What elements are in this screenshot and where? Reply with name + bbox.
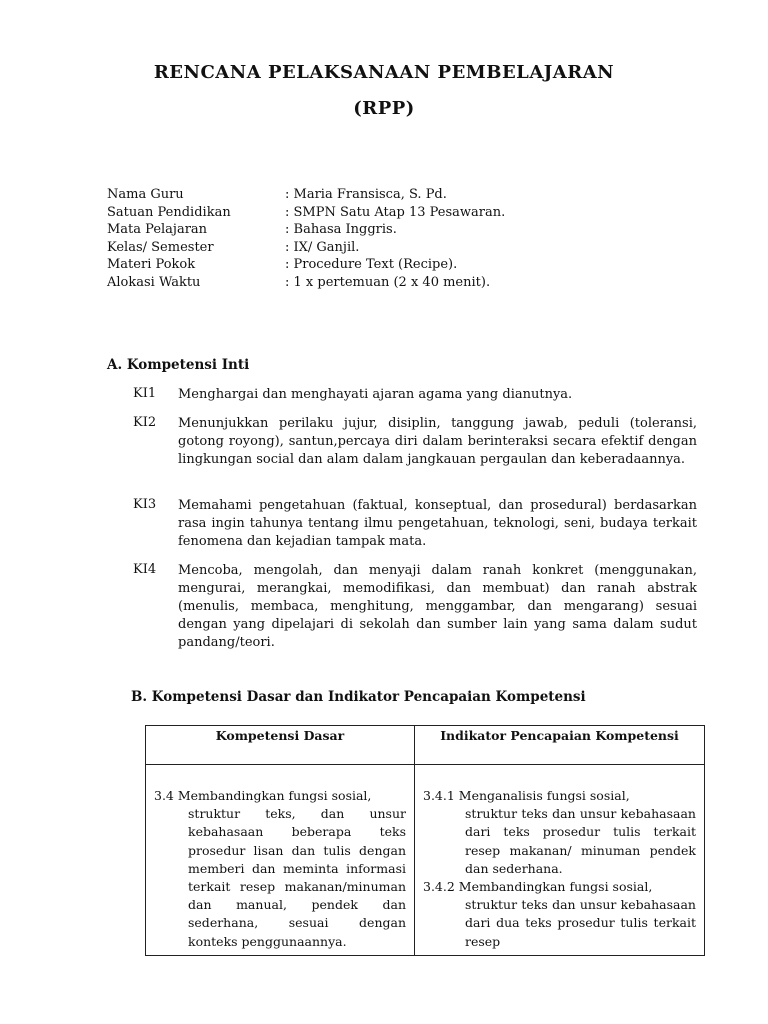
ki-code: KI4 <box>133 562 157 577</box>
indicator-number: 3.4.1 <box>423 788 459 803</box>
kd-number: 3.4 <box>154 788 178 803</box>
col-header-indicator: Indikator Pencapaian Kompetensi <box>415 726 705 765</box>
ki-code: KI1 <box>133 386 157 401</box>
indicator-item <box>423 787 696 805</box>
kd-cell <box>146 765 415 956</box>
indicator-number: 3.4.2 <box>423 879 459 895</box>
info-label: Satuan Pendidikan <box>107 205 231 220</box>
info-value: : SMPN Satu Atap 13 Pesawaran. <box>285 205 506 220</box>
info-label: Alokasi Waktu <box>107 275 201 290</box>
table-header-row <box>146 726 705 765</box>
ki-text: Menunjukkan perilaku jujur, disiplin, tanggung jawab, peduli (toleransi, gotong royong), santun,percaya diri dalam berinteraksi secara efektif dengan lingkungan social dan alam dalam jangkauan pergaulan dan keberadaannya. <box>178 416 697 467</box>
indicator-first-line: Membandingkan fungsi sosial, <box>458 879 653 895</box>
info-value: : Procedure Text (Recipe). <box>285 257 458 272</box>
ki-text: Mencoba, mengolah, dan menyaji dalam ranah konkret (menggunakan, mengurai, merangkai, memodifikasi, dan membuat) dan ranah abstrak (menulis, membaca, menghitung, menggambar, dan mengarang) sesuai dengan yang dipelajari di sekolah dan sumber lain yang sama dalam sudut pandang/teori. <box>178 563 697 650</box>
info-value: : Maria Fransisca, S. Pd. <box>285 187 447 202</box>
kd-first-line: Membandingkan fungsi sosial, <box>177 788 372 803</box>
info-label: Materi Pokok <box>107 257 196 272</box>
ki-text: Menghargai dan menghayati ajaran agama yang dianutnya. <box>178 387 573 402</box>
indicator-first-line: Menganalisis fungsi sosial, <box>458 788 630 803</box>
table-row <box>146 765 705 956</box>
indicator-text: struktur teks dan unsur kebahasaan dari dua teks prosedur tulis terkait resep <box>465 897 696 949</box>
info-label: Kelas/ Semester <box>107 240 214 255</box>
info-label: Mata Pelajaran <box>107 222 208 237</box>
document-title: RENCANA PELAKSANAAN PEMBELAJARAN <box>153 62 615 83</box>
kd-item <box>154 787 406 805</box>
ki-code: KI3 <box>133 497 157 512</box>
indicator-item <box>423 878 696 896</box>
indicator-text: struktur teks dan unsur kebahasaan dari teks prosedur tulis terkait resep makanan/ minuman pendek dan sederhana. <box>465 806 696 876</box>
col-header-kd: Kompetensi Dasar <box>146 726 415 765</box>
indicator-cell <box>415 765 705 956</box>
section-a-heading: A. Kompetensi Inti <box>107 357 250 373</box>
section-b-heading: B. Kompetensi Dasar dan Indikator Pencapaian Kompetensi <box>131 689 586 705</box>
competency-table <box>145 725 705 956</box>
document-subtitle: (RPP) <box>353 98 415 119</box>
info-value: : 1 x pertemuan (2 x 40 menit). <box>285 275 491 290</box>
kd-text: struktur teks, dan unsur kebahasaan beberapa teks prosedur lisan dan tulis dengan memberi dan meminta informasi terkait resep makanan/minuman dan manual, pendek dan sederhana, sesuai dengan konteks penggunaannya. <box>188 806 406 949</box>
ki-text: Memahami pengetahuan (faktual, konseptual, dan prosedural) berdasarkan rasa ingin tahunya tentang ilmu pengetahuan, teknologi, seni, budaya terkait fenomena dan kejadian tampak mata. <box>178 498 697 549</box>
info-value: : Bahasa Inggris. <box>285 222 397 237</box>
info-value: : IX/ Ganjil. <box>285 240 360 255</box>
info-label: Nama Guru <box>107 187 184 202</box>
ki-code: KI2 <box>133 415 157 430</box>
